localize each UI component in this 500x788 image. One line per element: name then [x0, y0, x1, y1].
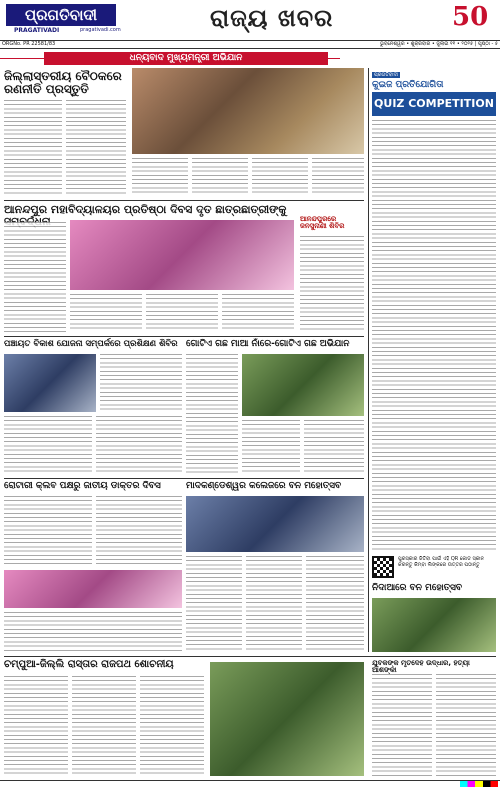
story2-headline: ଆନନ୍ଦପୁର ମହାବିଦ୍ୟାଳୟର ପ୍ରତିଷ୍ଠା ଦିବସ ଦୃତ ଛାତ୍ରଛାତ୍ରୀଙ୍କୁ — [4, 203, 287, 216]
story9-text-col1 — [372, 674, 432, 776]
story5-photo — [4, 570, 182, 608]
divider — [4, 478, 364, 479]
qr-code-icon[interactable] — [372, 556, 394, 578]
story8-headline: ଚମ୍ପୁଆ-ଜିଲ୍ଲି ରାସ୍ତାର ରାଜପଥ ଶୋଚନୀୟ — [4, 659, 174, 670]
quiz-title: କୁଇଜ ପ୍ରତିଯୋଗିତା — [372, 80, 444, 90]
story8-text-col2 — [72, 676, 136, 776]
story4-headline: ଗୋଟିଏ ଗଛ ମାଆ ନାଁରେ-ଗୋଟିଏ ଗଛ ଅଭିଯାନ — [186, 339, 350, 349]
logo-url: pragativadi.com — [80, 27, 121, 33]
quiz-heading-text: QUIZ COMPETITION — [374, 97, 494, 110]
story1-text-col2 — [66, 100, 126, 196]
divider — [4, 656, 496, 657]
column-divider — [368, 68, 369, 652]
story4-text-col3 — [304, 420, 364, 474]
anniversary-logo: 50 — [452, 2, 489, 32]
story7-photo — [372, 598, 496, 652]
story3-photo — [4, 354, 96, 412]
story8-photo — [210, 662, 364, 776]
quiz-questions — [372, 120, 496, 550]
section-title: ରାଜ୍ୟ ଖବର — [210, 4, 334, 32]
story5-headline: ରୋଟାରୀ କ୍ଲବ ପକ୍ଷରୁ ଜାତୀୟ ଡାକ୍ତର ଦିବସ — [4, 481, 161, 491]
story2-text-col2 — [70, 294, 142, 332]
story5-text-col1 — [4, 496, 92, 566]
story6-photo — [186, 496, 364, 552]
story1-text-col5 — [252, 158, 308, 196]
story2-text-col3 — [146, 294, 218, 332]
story3-text-col1 — [100, 354, 182, 412]
story6-headline: ମାଦକଣ୍ଡେଶ୍ୱର କଲେଜରେ ବନ ମହୋତ୍ସବ — [186, 481, 342, 491]
story4-photo — [242, 354, 364, 416]
story9-text-col2 — [436, 674, 496, 776]
story9-headline: ଯୁବକଙ୍କ ମୃତଦେହ ଉଦ୍ଧାର, ହତ୍ୟା ଆଶଙ୍କା — [372, 659, 470, 675]
story1-text-col3 — [132, 158, 188, 196]
story8-text-col1 — [4, 676, 68, 776]
registration-number: ORGNo. PR 22581/83 — [2, 41, 56, 47]
story1-text-col6 — [312, 158, 364, 196]
story2-text-col4 — [222, 294, 294, 332]
story1-text-col1 — [4, 100, 62, 196]
story1-photo — [132, 68, 364, 154]
story6-text-col2 — [246, 556, 302, 652]
story5-text-col3 — [4, 612, 182, 652]
print-color-bar — [460, 781, 498, 787]
story6-text-col1 — [186, 556, 242, 652]
footer — [0, 780, 500, 788]
newspaper-logo: ପ୍ରଗତିବାଦୀ — [6, 4, 116, 26]
story3-headline: ପଞ୍ଚାୟତ ବିକାଶ ଯୋଜନା ସମ୍ପର୍କରେ ପ୍ରଶିକ୍ଷଣ ଶିବିର — [4, 339, 178, 349]
story2-side-headline: ଆନନ୍ଦପୁରରେ ଜନସୁନାଣୀ ଶିବିର — [300, 215, 345, 231]
story2-photo — [70, 220, 294, 290]
story4-text-col1 — [186, 354, 238, 474]
campaign-banner: ଧନ୍ୟବାଦ ମୁଖ୍ୟମନ୍ତ୍ରୀ ଅଭିଯାନ — [44, 52, 328, 65]
story7-headline: ନିଦାଆରେ ବନ ମହୋତ୍ସବ — [372, 583, 463, 593]
story3-text-col3 — [96, 416, 182, 474]
masthead — [0, 0, 500, 40]
story5-text-col2 — [96, 496, 182, 566]
story2-side-text — [300, 236, 364, 332]
info-bar — [0, 40, 500, 49]
story6-text-col3 — [306, 556, 364, 652]
story1-text-col4 — [192, 158, 248, 196]
date-page: ଭୁବନେଶ୍ୱର • ଶୁକ୍ରବାର • ଜୁଲାଇ ୧୧ • ୨୦୨୫ | ପୃଷ୍ଠା - ୫ — [380, 41, 498, 47]
quiz-tag: ପ୍ରଗତିବାଦୀ — [374, 72, 399, 78]
quiz-heading — [372, 92, 496, 116]
logo-subtitle: PRAGATIVADI — [14, 27, 60, 34]
story3-text-col2 — [4, 416, 92, 474]
divider — [4, 336, 364, 337]
story4-text-col2 — [242, 420, 300, 474]
divider — [4, 200, 364, 201]
quiz-qr-text: ପୁରସ୍କାର ଜିତିବା ପାଇଁ ଏହି QR କୋଡ ସ୍କାନ କରନ୍ତୁ କିମ୍ବା ଲିଙ୍କରେ ଉତ୍ତର ପଠାନ୍ତୁ — [398, 556, 484, 568]
story8-text-col3 — [140, 676, 204, 776]
story1-headline: ଜିଲ୍ଲାସ୍ତରୀୟ ବୈଠକରେ ରଣନୀତି ପ୍ରସ୍ତୁତି — [4, 69, 122, 96]
story2-text-col1 — [4, 222, 66, 332]
